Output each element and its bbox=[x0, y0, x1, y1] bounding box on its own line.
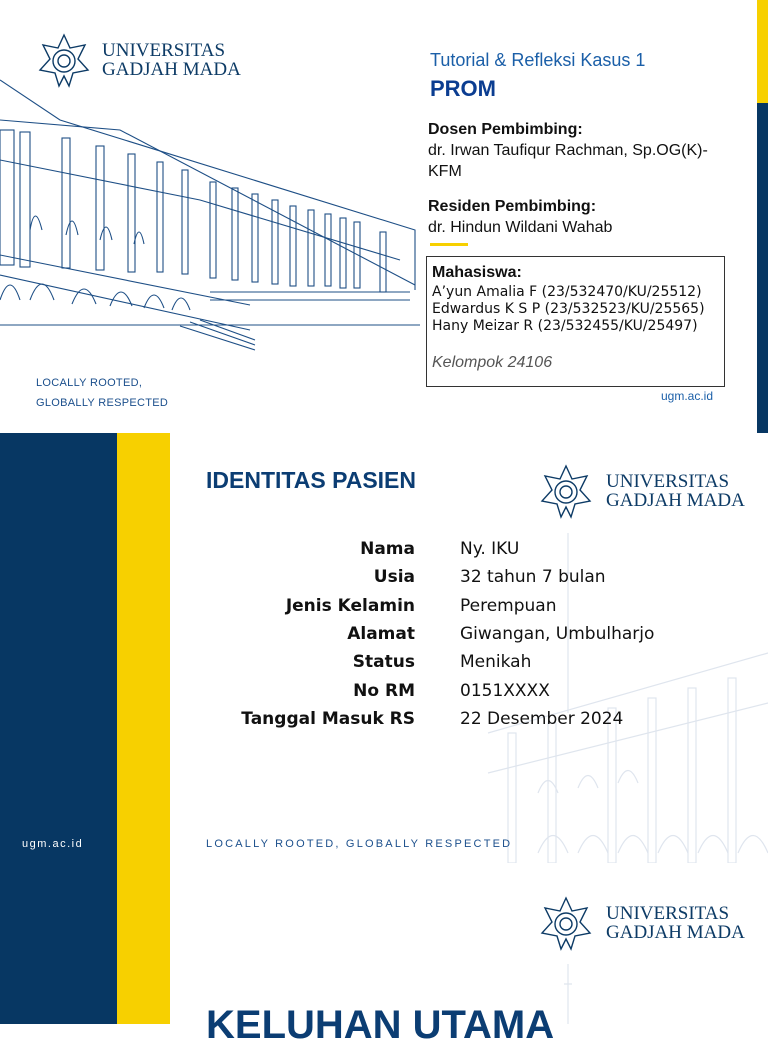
logo-line-1: UNIVERSITAS bbox=[606, 903, 730, 924]
identity-label: Tanggal Masuk RS bbox=[241, 709, 415, 729]
ugm-logo bbox=[538, 463, 745, 519]
tagline: LOCALLY ROOTED, GLOBALLY RESPECTED bbox=[206, 838, 513, 850]
identity-label: Nama bbox=[360, 539, 415, 559]
residen-name: dr. Hindun Wildani Wahab bbox=[428, 219, 613, 236]
website-link[interactable]: ugm.ac.id bbox=[22, 838, 84, 850]
chief-complaint-slide bbox=[0, 863, 768, 1047]
patient-identity-slide bbox=[0, 433, 768, 863]
mahasiswa-box bbox=[426, 256, 725, 387]
yellow-side-bar bbox=[117, 863, 170, 1024]
identity-label: Usia bbox=[373, 567, 415, 587]
mahasiswa-item: A’yun Amalia F (23/532470/KU/25512) bbox=[432, 284, 702, 300]
dosen-name-line-2: KFM bbox=[428, 163, 462, 180]
ugm-logo bbox=[36, 32, 241, 88]
residen-label: Residen Pembimbing: bbox=[428, 198, 597, 215]
logo-line-2: GADJAH MADA bbox=[606, 490, 745, 511]
identity-row bbox=[0, 624, 768, 652]
identity-value: 32 tahun 7 bulan bbox=[460, 567, 606, 587]
dosen-label: Dosen Pembimbing: bbox=[428, 121, 583, 138]
mahasiswa-item: Edwardus K S P (23/532523/KU/25565) bbox=[432, 301, 705, 317]
identity-value: Giwangan, Umbulharjo bbox=[460, 624, 655, 644]
identity-row bbox=[0, 681, 768, 709]
kelompok-label: Kelompok 24106 bbox=[432, 354, 553, 371]
navy-side-bar bbox=[0, 863, 117, 1024]
mahasiswa-label: Mahasiswa: bbox=[432, 264, 522, 281]
identity-row bbox=[0, 539, 768, 567]
presentation-title: PROM bbox=[430, 76, 496, 101]
ugm-emblem-icon bbox=[538, 463, 594, 519]
identity-value: 0151XXXX bbox=[460, 681, 550, 701]
ugm-emblem-icon bbox=[538, 895, 594, 951]
logo-line-2: GADJAH MADA bbox=[606, 922, 745, 943]
slide-heading: IDENTITAS PASIEN bbox=[206, 467, 416, 493]
identity-row bbox=[0, 652, 768, 680]
title-slide bbox=[0, 0, 768, 433]
dosen-name-line-1: dr. Irwan Taufiqur Rachman, Sp.OG(K)- bbox=[428, 142, 708, 159]
mahasiswa-item: Hany Meizar R (23/532455/KU/25497) bbox=[432, 318, 698, 334]
identity-label: No RM bbox=[353, 681, 415, 701]
website-link[interactable]: ugm.ac.id bbox=[661, 389, 714, 403]
slide-heading: KELUHAN UTAMA bbox=[206, 1003, 555, 1047]
identity-value: Menikah bbox=[460, 652, 532, 672]
tagline-line-2: GLOBALLY RESPECTED bbox=[36, 397, 169, 409]
identity-value: Perempuan bbox=[460, 596, 557, 616]
ugm-emblem-icon bbox=[36, 32, 92, 88]
identity-value: 22 Desember 2024 bbox=[460, 709, 624, 729]
presentation-subtitle: Tutorial & Refleksi Kasus 1 bbox=[430, 50, 646, 70]
logo-line-1: UNIVERSITAS bbox=[102, 40, 226, 61]
identity-row bbox=[0, 567, 768, 595]
identity-row bbox=[0, 596, 768, 624]
identity-label: Jenis Kelamin bbox=[285, 596, 415, 616]
navy-accent-bar bbox=[757, 103, 768, 433]
identity-value: Ny. IKU bbox=[460, 539, 520, 559]
identity-row bbox=[0, 709, 768, 737]
building-illustration bbox=[0, 60, 420, 420]
logo-line-1: UNIVERSITAS bbox=[606, 471, 730, 492]
identity-label: Status bbox=[352, 652, 415, 672]
yellow-divider bbox=[430, 243, 468, 246]
identity-label: Alamat bbox=[347, 624, 415, 644]
yellow-accent-bar bbox=[757, 0, 768, 103]
ugm-logo bbox=[538, 895, 745, 951]
tagline-line-1: LOCALLY ROOTED, bbox=[36, 377, 143, 389]
logo-line-2: GADJAH MADA bbox=[102, 59, 241, 80]
